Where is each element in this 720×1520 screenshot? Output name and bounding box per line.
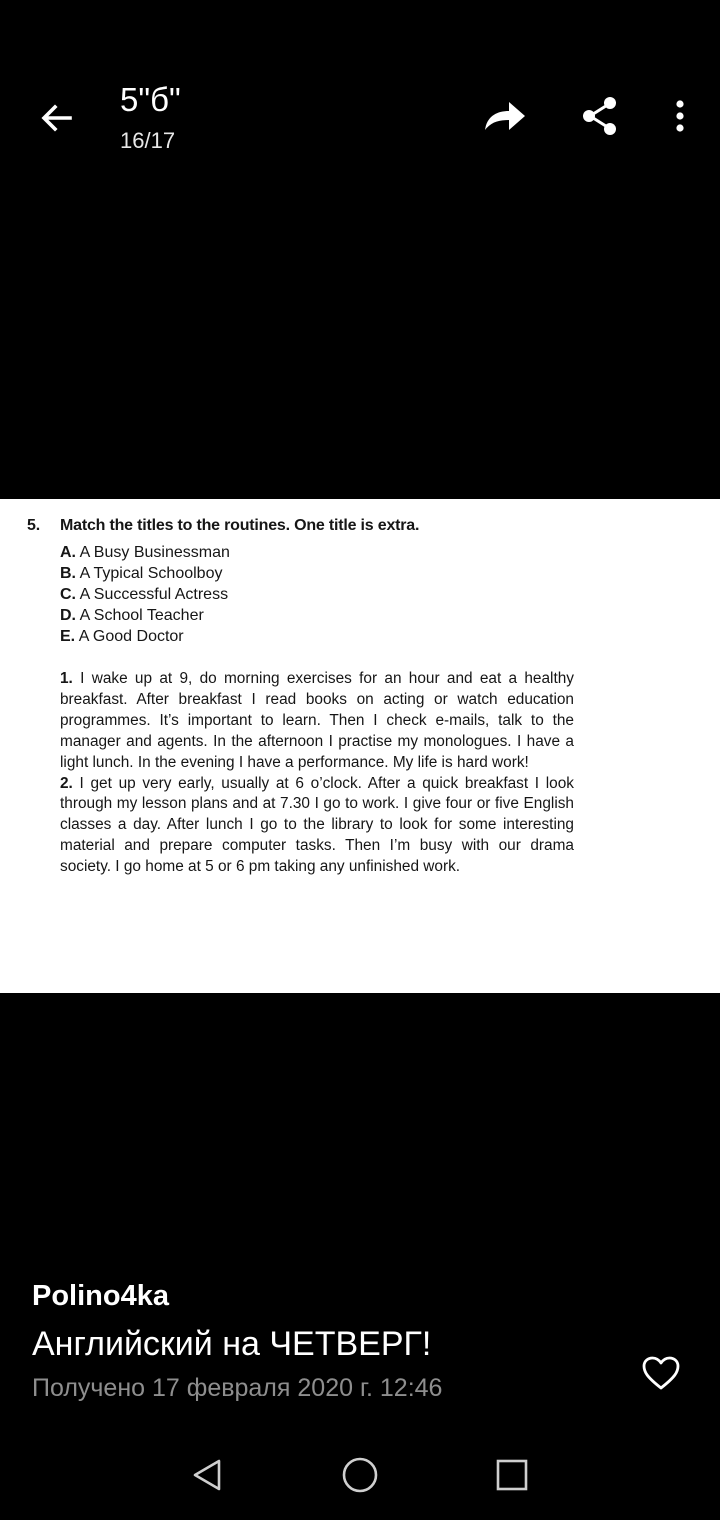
- nav-back-button[interactable]: [182, 1450, 232, 1500]
- more-vert-icon: [670, 96, 690, 136]
- back-arrow-icon: [36, 98, 76, 138]
- nav-back-triangle-icon: [189, 1457, 225, 1493]
- more-options-button[interactable]: [654, 90, 706, 142]
- exercise-number: 5.: [27, 517, 40, 534]
- received-timestamp: Получено 17 февраля 2020 г. 12:46: [32, 1374, 443, 1402]
- image-counter: 16/17: [120, 128, 176, 153]
- forward-icon: [479, 96, 529, 136]
- nav-recents-button[interactable]: [487, 1450, 537, 1500]
- exercise-heading: [27, 517, 419, 535]
- option-item: B. A Typical Schoolboy: [60, 565, 223, 582]
- option-item: D. A School Teacher: [60, 607, 204, 624]
- routine-paragraph: 1. I wake up at 9, do morning exercises for an hour and eat a healthy breakfast. After breakfast I read books on acting or watch education programmes. It’s important to learn. Then I check e-mails, talk to the manager and agents. In the afternoon I practise my monologues. I have a light lunch. In the evening I have a performance. My life is hard work!: [60, 670, 575, 771]
- nav-home-button[interactable]: [335, 1450, 385, 1500]
- forward-button[interactable]: [478, 90, 530, 142]
- share-icon: [578, 94, 622, 138]
- photo-view[interactable]: [0, 499, 720, 993]
- author-name: Polino4ka: [32, 1280, 169, 1312]
- option-item: A. A Busy Businessman: [60, 544, 230, 561]
- back-button[interactable]: [30, 92, 82, 144]
- page-title: 5"б": [120, 81, 181, 118]
- nav-home-circle-icon: [340, 1455, 380, 1495]
- nav-recents-square-icon: [494, 1457, 530, 1493]
- like-button[interactable]: [636, 1348, 686, 1398]
- exercise-instruction: Match the titles to the routines. One title is extra.: [60, 517, 420, 534]
- message-caption: Английский на ЧЕТВЕРГ!: [32, 1325, 432, 1363]
- top-app-bar: [0, 0, 720, 200]
- title-options: [60, 542, 230, 647]
- routines-text: [60, 669, 574, 878]
- share-button[interactable]: [574, 90, 626, 142]
- routine-paragraph: 2. I get up very early, usually at 6 o’clock. After a quick breakfast I look through my lesson plans and at 7.30 I go to work. I give four or five English classes a day. After lunch I go to the library to look for some interesting material and prepare computer tasks. Then I’m busy with our drama society. I go home at 5 or 6 pm taking any unfinished work.: [60, 774, 574, 876]
- option-item: E. A Good Doctor: [60, 628, 184, 645]
- option-item: C. A Successful Actress: [60, 586, 229, 603]
- system-navigation-bar: [0, 1430, 720, 1520]
- heart-outline-icon: [641, 1355, 681, 1391]
